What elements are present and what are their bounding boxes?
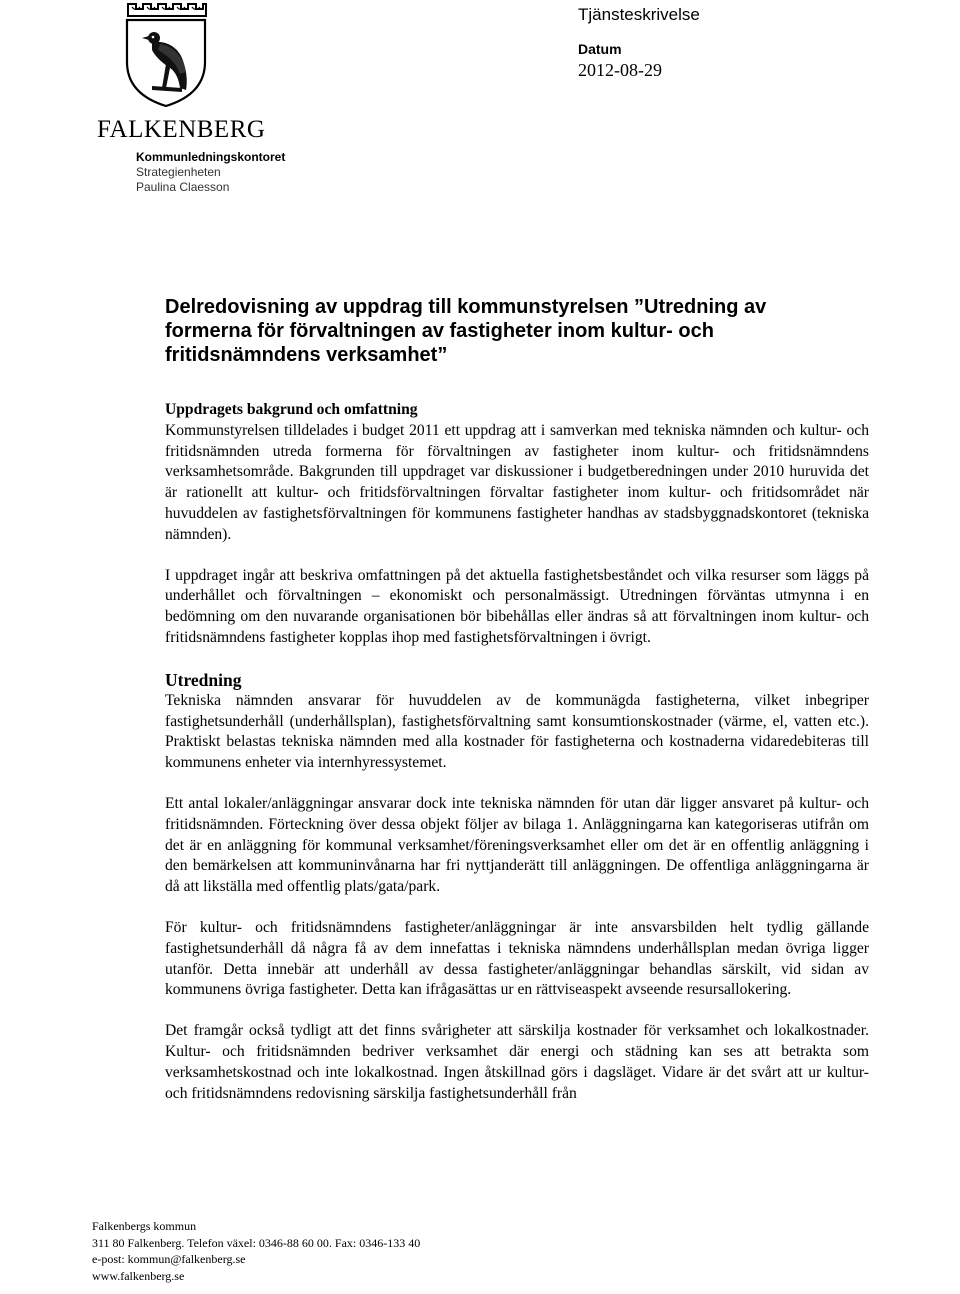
unit-name: Strategienheten xyxy=(136,165,221,179)
document-body xyxy=(165,400,869,1124)
date-value: 2012-08-29 xyxy=(578,60,662,80)
department-name: Kommunledningskontoret xyxy=(136,150,286,164)
author-name: Paulina Claesson xyxy=(136,180,230,194)
footer-address: 311 80 Falkenberg. Telefon växel: 0346-88 60 00. Fax: 0346-133 40 xyxy=(92,1235,421,1250)
paragraph: Det framgår också tydligt att det finns svårigheter att särskilja kostnader för verksamhet och lokalkostnader. Kultur- och fritidsnämnden bedriver verksamhet där energi och städning kan ses att betrakta som verksamhetskostnad och inte lokalkostnad. Ingen åtskillnad görs i dagsläget. Vidare är det svårt att ur kultur- och fritidsnämndens redovisning särskilja fastighetsunderhåll från xyxy=(165,1022,869,1102)
municipality-name: FALKENBERG xyxy=(97,116,266,143)
paragraph: I uppdraget ingår att beskriva omfattningen på det aktuella fastighetsbeståndet och vilka resurser som läggs på underhållet och förvaltningen – ekonomiskt och personalmässigt. Utredningen förväntas utmynna i en bedömning om den nuvarande organisationen bör bibehållas eller ändras så att förvaltningen inom kultur- och fritidsnämndens fastigheter kopplas ihop med fastighetsförvaltningen i övrigt. xyxy=(165,566,869,646)
document-title: Delredovisning av uppdrag till kommunstyrelsen ”Utredning av formerna för förvaltningen av fastigheter inom kultur- och fritidsnämndens verksamhet” xyxy=(165,296,767,366)
section-heading-investigation: Utredning xyxy=(165,669,242,690)
paragraph: Tekniska nämnden ansvarar för huvuddelen av de kommunägda fastigheterna, vilket inbegriper fastighetsunderhåll (underhållsplan), fastighetsförvaltning samt konsumtionskostnader (värme, el, vatten etc.). Praktiskt belastas tekniska nämnden med alla kostnader för fastigheterna och kostnaderna vidaredebiteras till kommunens enheter via internhyressystemet. xyxy=(165,691,869,772)
section-heading-background: Uppdragets bakgrund och omfattning xyxy=(165,401,418,418)
footer xyxy=(92,1218,420,1284)
paragraph: Kommunstyrelsen tilldelades i budget 2011 ett uppdrag att i samverkan med tekniska nämnden och kultur- och fritidsnämnden utreda formerna för förvaltningen av fastigheter inom kultur- och fritidsnämndens verksamhetsområde. Bakgrunden till uppdraget var diskussioner i budgetberedningen under 2010 huruvida det är rationellt att kultur- och fritidsförvaltningen förvaltar fastigheter inom kultur- och fritidsområdet när huvuddelen av fastighetsförvaltningen för kommunens fastigheter handhas av stadsbyggnadskontoret (tekniska nämnden). xyxy=(165,421,869,543)
paragraph: För kultur- och fritidsnämndens fastigheter/anläggningar är inte ansvarsbilden helt tydlig gällande fastighetsunderhåll då några få av dem innefattas i tekniska nämndens underhållsplan medan övriga ligger utanför. Detta innebär att underhåll av dessa fastigheter/anläggningar behandlas särskilt, vid sidan av kommunens övriga fastigheter. Detta kan ifrågasättas ur en rättviseaspekt avseende resursallokering. xyxy=(165,918,869,999)
footer-website: www.falkenberg.se xyxy=(92,1268,185,1283)
falcon-coat-of-arms-icon xyxy=(122,2,210,108)
footer-email: e-post: kommun@falkenberg.se xyxy=(92,1252,246,1266)
footer-org: Falkenbergs kommun xyxy=(92,1219,197,1233)
sender-block xyxy=(136,150,285,195)
paragraph: Ett antal lokaler/anläggningar ansvarar dock inte tekniska nämnden för utan där ligger ansvaret på kultur- och fritidsnämnden. Förteckning över dessa objekt följer av bilaga 1. Anläggningarna kan kategoriseras utifrån om det är en anläggning för kommunal verksamhet/föreningsverksamhet eller om det är en offentlig anläggning i den bemärkelsen att kommuninvånarna har fri nyttjanderätt till anläggningen. De offentliga anläggningarna är då att likställa med offentlig plats/gata/park. xyxy=(165,794,869,896)
date-label: Datum xyxy=(578,41,622,57)
document-type: Tjänsteskrivelse xyxy=(578,5,700,24)
